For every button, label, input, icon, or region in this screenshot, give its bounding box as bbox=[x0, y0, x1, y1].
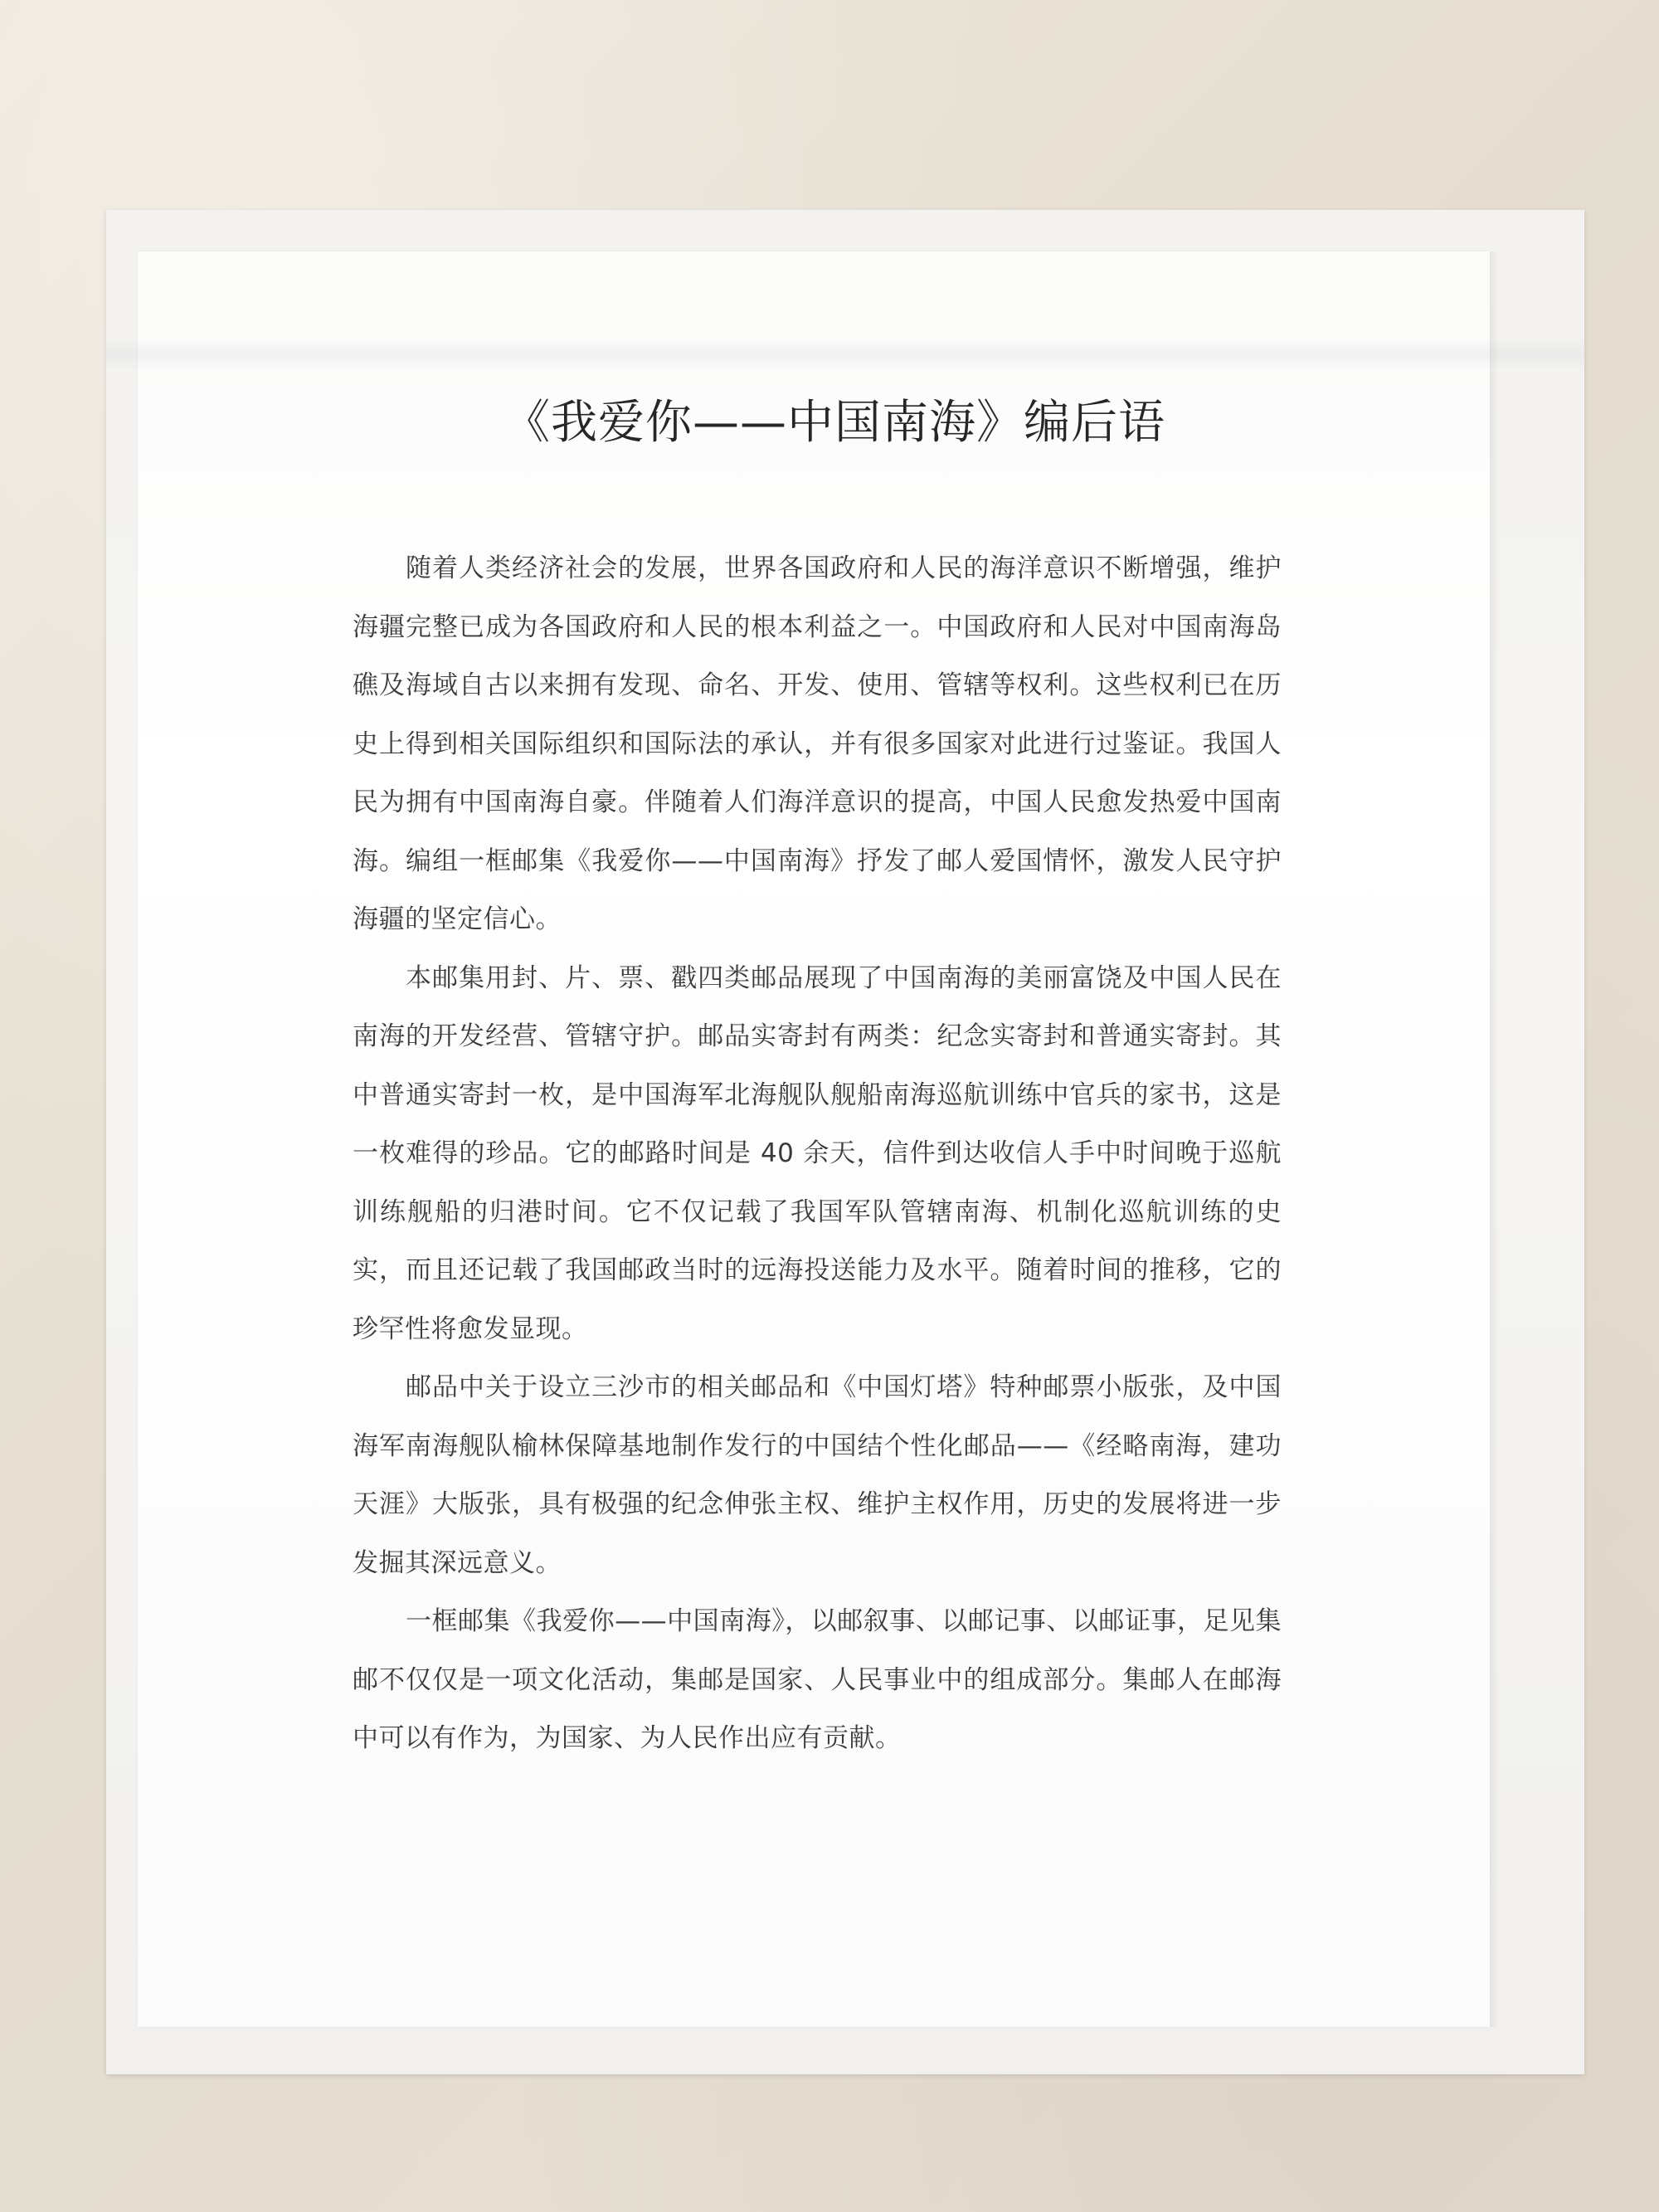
sleeve-edge bbox=[1490, 251, 1500, 2027]
document-title: 《我爱你——中国南海》编后语 bbox=[504, 396, 1165, 450]
paragraph: 本邮集用封、片、票、戳四类邮品展现了中国南海的美丽富饶及中国人民在南海的开发经营、管辖守护。邮品实寄封有两类：纪念实寄封和普通实寄封。其中普通实寄封一枚，是中国海军北海舰队舰船南海巡航训练中官兵的家书，这是一枚难得的珍品。它的邮路时间是 40 余天，信件到达收信人手中时间晚于巡航训练舰船的归港时间。它不仅记载了我国军队管辖南海、机制化巡航训练的史实，而且还记载了我国邮政当时的远海投送能力及水平。随着时间的推移，它的珍罕性将愈发显现。 bbox=[353, 962, 1282, 1344]
paragraph: 随着人类经济社会的发展，世界各国政府和人民的海洋意识不断增强，维护海疆完整已成为各国政府和人民的根本利益之一。中国政府和人民对中国南海岛礁及海域自古以来拥有发现、命名、开发、使用、管辖等权利。这些权利已在历史上得到相关国际组织和国际法的承认，并有很多国家对此进行过鉴证。我国人民为拥有中国南海自豪。伴随着人们海洋意识的提高，中国人民愈发热爱中国南海。编组一框邮集《我爱你——中国南海》抒发了邮人爱国情怀，激发人民守护海疆的坚定信心。 bbox=[353, 553, 1282, 934]
document-body bbox=[353, 539, 1282, 1768]
paragraph: 邮品中关于设立三沙市的相关邮品和《中国灯塔》特种邮票小版张，及中国海军南海舰队榆林保障基地制作发行的中国结个性化邮品——《经略南海，建功天涯》大版张，具有极强的纪念伸张主权、维护主权作用，历史的发展将进一步发掘其深远意义。 bbox=[353, 1372, 1282, 1578]
sleeve-seam bbox=[106, 339, 1584, 370]
paragraph: 一框邮集《我爱你——中国南海》，以邮叙事、以邮记事、以邮证事，足见集邮不仅仅是一项文化活动，集邮是国家、人民事业中的组成部分。集邮人在邮海中可以有作为，为国家、为人民作出应有贡献。 bbox=[353, 1606, 1282, 1753]
